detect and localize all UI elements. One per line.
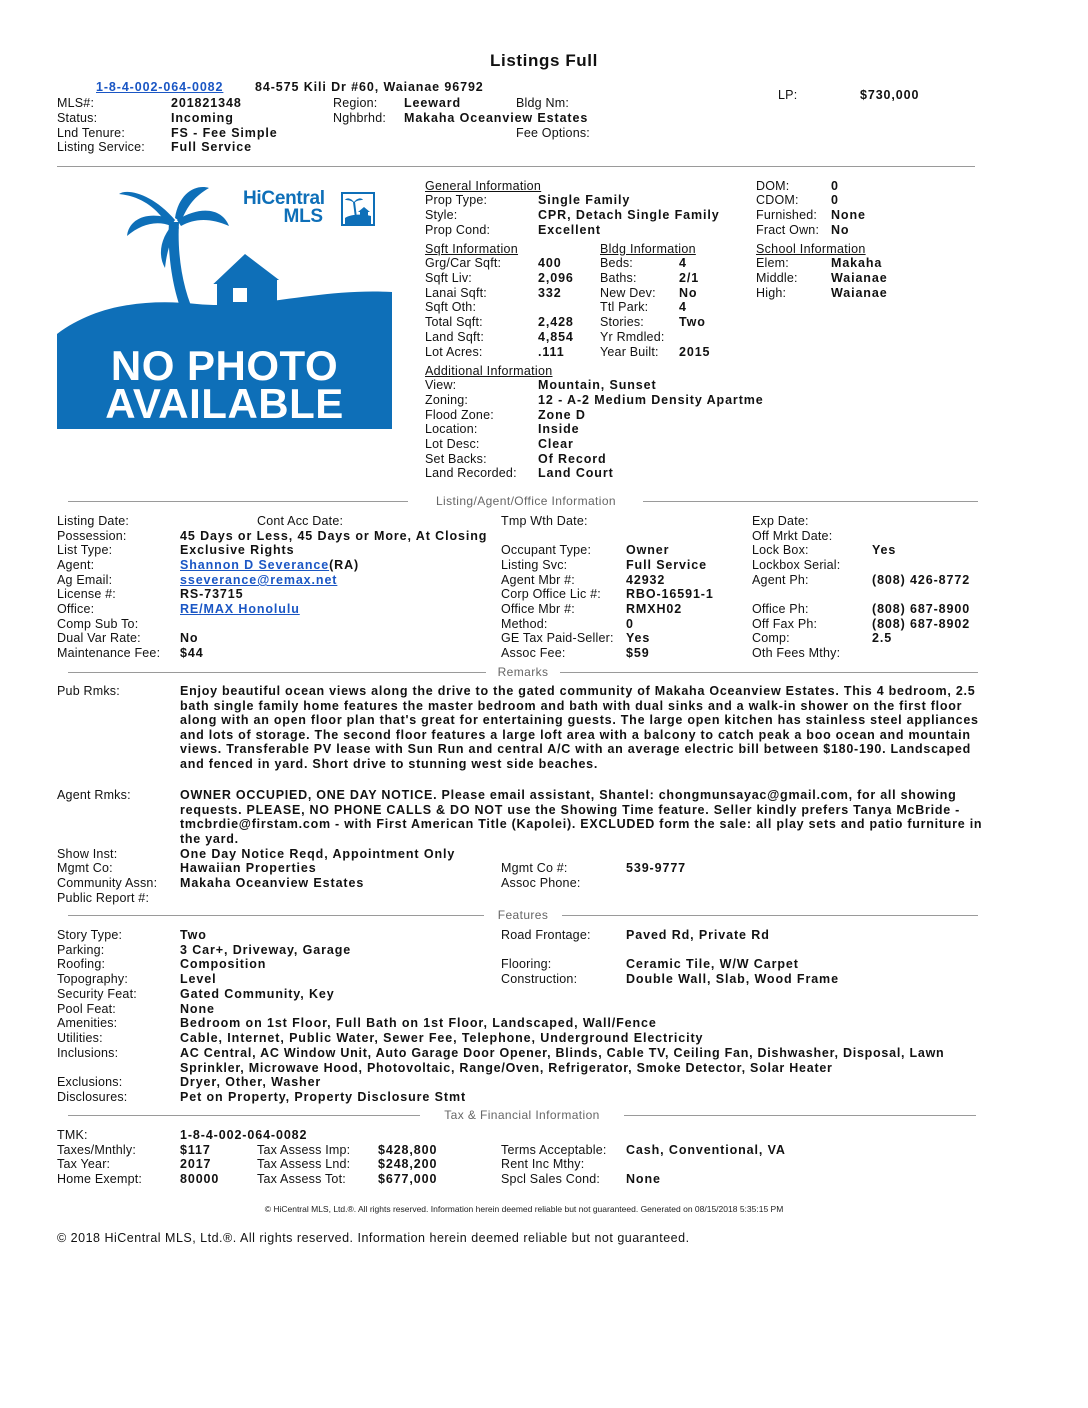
- year-built-label: Year Built:: [600, 345, 659, 359]
- tmp-wth-date-label: Tmp Wth Date:: [501, 514, 588, 528]
- prop-cond-label: Prop Cond:: [425, 223, 491, 237]
- agent-rmks-value: OWNER OCCUPIED, ONE DAY NOTICE. Please email assistant, Shantel: chongmunsayac@gmail.com, for all showing requests. PLEASE, NO PHONE CALLS & DO NOT use the Showing Time feature. Seller kindly prefers Tanya McBride - tmcbrdie@firstam.com - with First American Title (Kapolei). EXCLUDED form the sale: all play sets and patio furniture in the yard.: [180, 788, 983, 846]
- agent-ph-value: (808) 426-8772: [872, 573, 971, 587]
- fee-options-label: Fee Options:: [516, 126, 590, 140]
- listing-service-value: Full Service: [171, 140, 252, 154]
- story-type-label: Story Type:: [57, 928, 123, 942]
- office-mbr-label: Office Mbr #:: [501, 602, 575, 616]
- zoning-label: Zoning:: [425, 393, 469, 407]
- high-value: Waianae: [831, 286, 888, 300]
- corp-office-lic-label: Corp Office Lic #:: [501, 587, 601, 601]
- ge-tax-label: GE Tax Paid-Seller:: [501, 631, 614, 645]
- land-sqft-label: Land Sqft:: [425, 330, 484, 344]
- ttl-park-value: 4: [679, 300, 687, 314]
- year-built-value: 2015: [679, 345, 711, 359]
- general-info-heading: General Information: [425, 179, 542, 193]
- ge-tax-value: Yes: [626, 631, 651, 645]
- assoc-fee-value: $59: [626, 646, 650, 660]
- lockbox-serial-label: Lockbox Serial:: [752, 558, 841, 572]
- grg-sqft-label: Grg/Car Sqft:: [425, 256, 502, 270]
- ag-email-link[interactable]: sseverance@remax.net: [180, 573, 338, 587]
- land-sqft-value: 4,854: [538, 330, 574, 344]
- no-photo-line2: AVAILABLE: [105, 380, 344, 427]
- pool-feat-label: Pool Feat:: [57, 1002, 116, 1016]
- exclusions-value: Dryer, Other, Washer: [180, 1075, 322, 1089]
- road-frontage-value: Paved Rd, Private Rd: [626, 928, 770, 942]
- public-report-label: Public Report #:: [57, 891, 150, 905]
- ttl-park-label: Ttl Park:: [600, 300, 649, 314]
- beds-value: 4: [679, 256, 687, 270]
- sqft-oth-label: Sqft Oth:: [425, 300, 477, 314]
- agent-mbr-label: Agent Mbr #:: [501, 573, 575, 587]
- copyright-footer: © 2018 HiCentral MLS, Ltd.®. All rights reserved. Information herein deemed reliable but not guaranteed.: [57, 1231, 690, 1245]
- flooring-label: Flooring:: [501, 957, 552, 971]
- view-label: View:: [425, 378, 457, 392]
- set-backs-label: Set Backs:: [425, 452, 487, 466]
- mls-value: 201821348: [171, 96, 242, 110]
- occupant-type-value: Owner: [626, 543, 670, 557]
- flooring-value: Ceramic Tile, W/W Carpet: [626, 957, 799, 971]
- agent-suffix: (RA): [329, 558, 360, 572]
- additional-info-heading: Additional Information: [425, 364, 553, 378]
- school-info-heading: School Information: [756, 242, 866, 256]
- page-title: Listings Full: [490, 51, 598, 70]
- listing-address: 84-575 Kili Dr #60, Waianae 96792: [255, 80, 484, 94]
- agent-name-link[interactable]: Shannon D Severance: [180, 558, 330, 572]
- pub-rmks-value: Enjoy beautiful ocean views along the drive to the gated community of Makaha Oceanview Estates. This 4 bedroom, 2.5 bath single family home features the master bedroom and bath with dual sinks and a walk-in shower on the first floor along with an open floor plan that's great for entertaining guests. The large open kitchen has stainless steel appliances and lots of storage. The second floor features a large loft area with a balcony to catch peak a boo ocean and mountain views. Transferable PV lease with Sun Run and central A/C with an average electric bill between $180-190. Landscaped and fenced in yard. Short drive to stunning west side beaches.: [180, 684, 979, 771]
- community-assn-value: Makaha Oceanview Estates: [180, 876, 365, 890]
- inclusions-value: AC Central, AC Window Unit, Auto Garage Door Opener, Blinds, Cable TV, Ceiling Fan, Dishwasher, Disposal, Lawn Sprinkler, Microwave Hood, Photovoltaic, Range/Oven, Refrigerator, Smoke Detector, Solar Heater: [180, 1046, 945, 1075]
- land-recorded-label: Land Recorded:: [425, 466, 517, 480]
- nghbrhd-value: Makaha Oceanview Estates: [404, 111, 589, 125]
- region-label: Region:: [333, 96, 378, 110]
- lanai-sqft-label: Lanai Sqft:: [425, 286, 487, 300]
- sqft-liv-value: 2,096: [538, 271, 574, 285]
- office-link[interactable]: RE/MAX Honolulu: [180, 602, 300, 616]
- middle-label: Middle:: [756, 271, 798, 285]
- location-value: Inside: [538, 422, 580, 436]
- lanai-sqft-value: 332: [538, 286, 562, 300]
- inclusions-label: Inclusions:: [57, 1046, 119, 1060]
- terms-value: Cash, Conventional, VA: [626, 1143, 786, 1157]
- maintenance-fee-value: $44: [180, 646, 204, 660]
- listing-date-label: Listing Date:: [57, 514, 130, 528]
- location-label: Location:: [425, 422, 478, 436]
- pub-rmks-label: Pub Rmks:: [57, 684, 120, 698]
- roofing-label: Roofing:: [57, 957, 106, 971]
- view-value: Mountain, Sunset: [538, 378, 657, 392]
- prop-cond-value: Excellent: [538, 223, 601, 237]
- parking-label: Parking:: [57, 943, 105, 957]
- elem-label: Elem:: [756, 256, 789, 270]
- fract-own-label: Fract Own:: [756, 223, 820, 237]
- set-backs-value: Of Record: [538, 452, 607, 466]
- assoc-phone-label: Assoc Phone:: [501, 876, 581, 890]
- zoning-value: 12 - A-2 Medium Density Apartme: [538, 393, 764, 407]
- tax-assess-lnd-label: Tax Assess Lnd:: [257, 1157, 351, 1171]
- corp-office-lic-value: RBO-16591-1: [626, 587, 714, 601]
- lnd-tenure-label: Lnd Tenure:: [57, 126, 125, 140]
- cont-acc-date-label: Cont Acc Date:: [257, 514, 344, 528]
- license-label: License #:: [57, 587, 116, 601]
- dual-var-rate-label: Dual Var Rate:: [57, 631, 141, 645]
- terms-label: Terms Acceptable:: [501, 1143, 607, 1157]
- lock-box-value: Yes: [872, 543, 897, 557]
- agent-mbr-value: 42932: [626, 573, 666, 587]
- off-fax-ph-label: Off Fax Ph:: [752, 617, 818, 631]
- listing-service-label: Listing Service:: [57, 140, 145, 154]
- style-label: Style:: [425, 208, 458, 222]
- new-dev-label: New Dev:: [600, 286, 656, 300]
- exclusions-label: Exclusions:: [57, 1075, 123, 1089]
- possession-value: 45 Days or Less, 45 Days or More, At Closing: [180, 529, 488, 543]
- agent-ph-label: Agent Ph:: [752, 573, 809, 587]
- remarks-section-title: Remarks: [497, 665, 549, 679]
- lp-value: $730,000: [860, 88, 920, 102]
- logo-brand-line2: MLS: [283, 206, 323, 227]
- stories-label: Stories:: [600, 315, 644, 329]
- method-value: 0: [626, 617, 634, 631]
- bldg-nm-label: Bldg Nm:: [516, 96, 570, 110]
- tmk-label: TMK:: [57, 1128, 88, 1142]
- middle-value: Waianae: [831, 271, 888, 285]
- office-mbr-value: RMXH02: [626, 602, 683, 616]
- total-sqft-value: 2,428: [538, 315, 574, 329]
- baths-value: 2/1: [679, 271, 700, 285]
- home-exempt-value: 80000: [180, 1172, 220, 1186]
- security-feat-value: Gated Community, Key: [180, 987, 335, 1001]
- off-fax-ph-value: (808) 687-8902: [872, 617, 971, 631]
- remarks-divider-left: [68, 672, 486, 673]
- total-sqft-label: Total Sqft:: [425, 315, 483, 329]
- no-photo-line1: NO PHOTO: [110, 342, 339, 389]
- cdom-label: CDOM:: [756, 193, 799, 207]
- tax-assess-lnd-value: $248,200: [378, 1157, 438, 1171]
- land-recorded-value: Land Court: [538, 466, 614, 480]
- sqft-liv-label: Sqft Liv:: [425, 271, 472, 285]
- tax-assess-tot-label: Tax Assess Tot:: [257, 1172, 346, 1186]
- generated-footer: © HiCentral MLS, Ltd.®. All rights reserved. Information herein deemed reliable but not guaranteed. Generated on 08/15/2018 5:35:15 PM: [264, 1204, 784, 1214]
- listing-svc-label: Listing Svc:: [501, 558, 568, 572]
- show-inst-label: Show Inst:: [57, 847, 118, 861]
- hicentral-logo-text: [243, 190, 325, 226]
- spcl-sales-value: None: [626, 1172, 661, 1186]
- status-label: Status:: [57, 111, 98, 125]
- nghbrhd-label: Nghbrhd:: [333, 111, 387, 125]
- stories-value: Two: [679, 315, 706, 329]
- spcl-sales-label: Spcl Sales Cond:: [501, 1172, 601, 1186]
- pool-feat-value: None: [180, 1002, 215, 1016]
- flood-zone-label: Flood Zone:: [425, 408, 494, 422]
- mgmt-co-value: Hawaiian Properties: [180, 861, 317, 875]
- style-value: CPR, Detach Single Family: [538, 208, 720, 222]
- roofing-value: Composition: [180, 957, 267, 971]
- mgmt-co-num-value: 539-9777: [626, 861, 687, 875]
- security-feat-label: Security Feat:: [57, 987, 137, 1001]
- high-label: High:: [756, 286, 787, 300]
- tax-assess-imp-label: Tax Assess Imp:: [257, 1143, 351, 1157]
- new-dev-value: No: [679, 286, 698, 300]
- mls-label: MLS#:: [57, 96, 95, 110]
- tmk-value: 1-8-4-002-064-0082: [180, 1128, 308, 1142]
- oth-fees-label: Oth Fees Mthy:: [752, 646, 841, 660]
- maintenance-fee-label: Maintenance Fee:: [57, 646, 161, 660]
- office-label: Office:: [57, 602, 95, 616]
- office-ph-label: Office Ph:: [752, 602, 809, 616]
- agent-label: Agent:: [57, 558, 95, 572]
- header-divider: [57, 166, 975, 167]
- prop-type-value: Single Family: [538, 193, 631, 207]
- listing-svc-value: Full Service: [626, 558, 707, 572]
- method-label: Method:: [501, 617, 548, 631]
- logo-brand-line1: HiCentral: [243, 188, 325, 209]
- parking-value: 3 Car+, Driveway, Garage: [180, 943, 352, 957]
- baths-label: Baths:: [600, 271, 637, 285]
- story-type-value: Two: [180, 928, 207, 942]
- features-divider-left: [68, 915, 484, 916]
- construction-value: Double Wall, Slab, Wood Frame: [626, 972, 839, 986]
- utilities-value: Cable, Internet, Public Water, Sewer Fee, Telephone, Underground Electricity: [180, 1031, 704, 1045]
- remarks-divider-right: [560, 672, 978, 673]
- fract-own-value: No: [831, 223, 850, 237]
- beds-label: Beds:: [600, 256, 633, 270]
- dom-value: 0: [831, 179, 839, 193]
- taxes-mnthly-label: Taxes/Mnthly:: [57, 1143, 137, 1157]
- home-exempt-label: Home Exempt:: [57, 1172, 143, 1186]
- lot-acres-value: .111: [538, 345, 565, 359]
- region-value: Leeward: [404, 96, 462, 110]
- occupant-type-label: Occupant Type:: [501, 543, 592, 557]
- flood-zone-value: Zone D: [538, 408, 586, 422]
- elem-value: Makaha: [831, 256, 883, 270]
- agent-section-title: Listing/Agent/Office Information: [435, 494, 616, 508]
- construction-label: Construction:: [501, 972, 578, 986]
- cdom-value: 0: [831, 193, 839, 207]
- lot-desc-value: Clear: [538, 437, 574, 451]
- tax-assess-tot-value: $677,000: [378, 1172, 438, 1186]
- tax-divider-left: [68, 1115, 420, 1116]
- topography-value: Level: [180, 972, 217, 986]
- furnished-value: None: [831, 208, 866, 222]
- dom-label: DOM:: [756, 179, 790, 193]
- agent-divider-left: [68, 501, 408, 502]
- furnished-label: Furnished:: [756, 208, 818, 222]
- tax-section-title: Tax & Financial Information: [444, 1108, 600, 1122]
- agent-rmks-label: Agent Rmks:: [57, 788, 131, 802]
- no-photo-placeholder: [57, 184, 392, 429]
- list-type-label: List Type:: [57, 543, 113, 557]
- agent-divider-right: [643, 501, 978, 502]
- features-section-title: Features: [497, 908, 549, 922]
- show-inst-value: One Day Notice Reqd, Appointment Only: [180, 847, 456, 861]
- agent-value: [180, 558, 359, 572]
- rent-inc-label: Rent Inc Mthy:: [501, 1157, 585, 1171]
- logo-palm-icon: [341, 192, 375, 226]
- road-frontage-label: Road Frontage:: [501, 928, 591, 942]
- exp-date-label: Exp Date:: [752, 514, 809, 528]
- assoc-fee-label: Assoc Fee:: [501, 646, 566, 660]
- office-ph-value: (808) 687-8900: [872, 602, 971, 616]
- tax-assess-imp-value: $428,800: [378, 1143, 438, 1157]
- grg-sqft-value: 400: [538, 256, 562, 270]
- tax-year-value: 2017: [180, 1157, 212, 1171]
- tax-divider-right: [624, 1115, 976, 1116]
- lot-acres-label: Lot Acres:: [425, 345, 483, 359]
- bldg-info-heading: Bldg Information: [600, 242, 696, 256]
- status-value: Incoming: [171, 111, 234, 125]
- tax-year-label: Tax Year:: [57, 1157, 111, 1171]
- ag-email-label: Ag Email:: [57, 573, 113, 587]
- comp-sub-to-label: Comp Sub To:: [57, 617, 139, 631]
- sqft-info-heading: Sqft Information: [425, 242, 519, 256]
- disclosures-label: Disclosures:: [57, 1090, 128, 1104]
- amenities-label: Amenities:: [57, 1016, 118, 1030]
- lp-label: LP:: [778, 88, 798, 102]
- lock-box-label: Lock Box:: [752, 543, 809, 557]
- community-assn-label: Community Assn:: [57, 876, 158, 890]
- possession-label: Possession:: [57, 529, 127, 543]
- list-type-value: Exclusive Rights: [180, 543, 295, 557]
- mgmt-co-label: Mgmt Co:: [57, 861, 113, 875]
- amenities-value: Bedroom on 1st Floor, Full Bath on 1st Floor, Landscaped, Wall/Fence: [180, 1016, 657, 1030]
- disclosures-value: Pet on Property, Property Disclosure Stmt: [180, 1090, 467, 1104]
- mgmt-co-num-label: Mgmt Co #:: [501, 861, 568, 875]
- taxes-mnthly-value: $117: [180, 1143, 211, 1157]
- lnd-tenure-value: FS - Fee Simple: [171, 126, 278, 140]
- lot-desc-label: Lot Desc:: [425, 437, 480, 451]
- tmk-link[interactable]: 1-8-4-002-064-0082: [96, 80, 224, 94]
- off-mrkt-date-label: Off Mrkt Date:: [752, 529, 833, 543]
- comp-label: Comp:: [752, 631, 790, 645]
- prop-type-label: Prop Type:: [425, 193, 488, 207]
- utilities-label: Utilities:: [57, 1031, 103, 1045]
- topography-label: Topography:: [57, 972, 128, 986]
- features-divider-right: [562, 915, 978, 916]
- license-value: RS-73715: [180, 587, 244, 601]
- dual-var-rate-value: No: [180, 631, 199, 645]
- yr-rmdled-label: Yr Rmdled:: [600, 330, 665, 344]
- comp-value: 2.5: [872, 631, 893, 645]
